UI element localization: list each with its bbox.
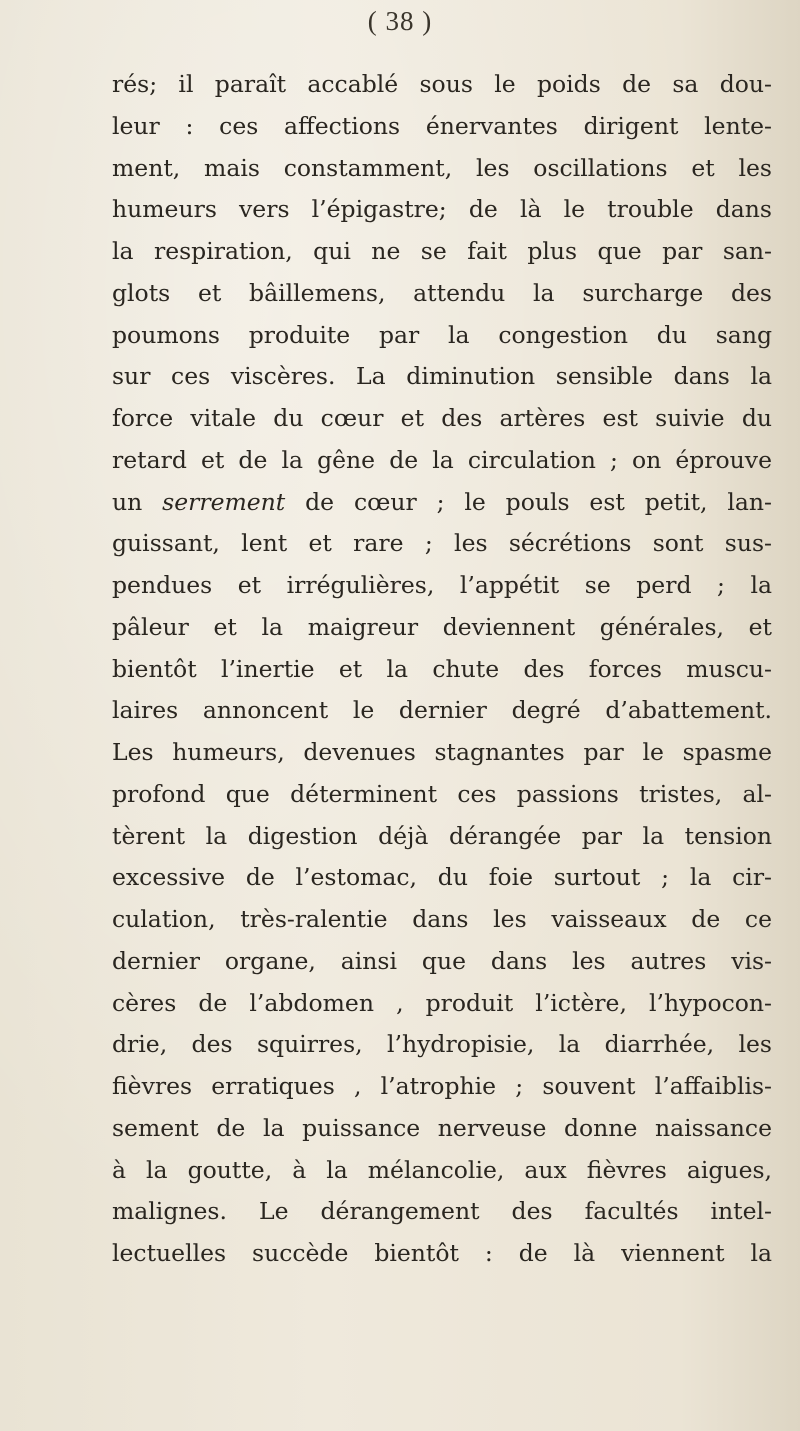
text-line: la respiration, qui ne se fait plus que par san-: [112, 237, 772, 265]
line-11-start: un: [112, 487, 163, 516]
text-line: leur : ces affections énervantes dirigent lente-: [112, 111, 772, 140]
text-line-with-italic: [112, 482, 772, 524]
text-line: tèrent la digestion déjà dérangée par la tension: [112, 821, 772, 850]
text-line: retard et de la gêne de la circulation ; on éprouve: [112, 445, 772, 474]
text-line: bientôt l’inertie et la chute des forces muscu-: [112, 654, 772, 683]
text-line: poumons produite par la congestion du sang: [112, 320, 772, 349]
text-line: ment, mais constamment, les oscillations et les: [112, 153, 772, 182]
body-text: [112, 64, 772, 1275]
text-line: pâleur et la maigreur deviennent générales, et: [112, 612, 772, 641]
text-line: à la goutte, à la mélancolie, aux fièvres aigues,: [112, 1155, 772, 1184]
page-number: ( 38 ): [367, 6, 433, 36]
text-line: Les humeurs, devenues stagnantes par le spasme: [112, 738, 772, 766]
text-line: guissant, lent et rare ; les sécrétions sont sus-: [112, 529, 772, 558]
text-line: rés; il paraît accablé sous le poids de sa dou-: [112, 70, 772, 98]
text-line: excessive de l’estomac, du foie surtout ; la cir-: [112, 863, 772, 892]
text-line: dernier organe, ainsi que dans les autres vis-: [112, 946, 772, 975]
italic-term: serrement: [162, 487, 286, 516]
text-line: culation, très-ralentie dans les vaisseaux de ce: [112, 905, 772, 933]
text-line: cères de l’abdomen , produit l’ictère, l’hypocon-: [112, 988, 772, 1017]
text-line: drie, des squirres, l’hydropisie, la diarrhée, les: [112, 1030, 772, 1059]
text-line: fièvres erratiques , l’atrophie ; souvent l’affaiblis-: [112, 1072, 772, 1100]
text-line: lectuelles succède bientôt : de là viennent la: [112, 1239, 772, 1267]
text-line: force vitale du cœur et des artères est suivie du: [112, 404, 772, 432]
text-line: malignes. Le dérangement des facultés intel-: [112, 1197, 772, 1226]
line-11-end: de cœur ; le pouls est petit, lan-: [285, 487, 772, 516]
text-line: sur ces viscères. La diminution sensible dans la: [112, 362, 772, 391]
text-line: profond que déterminent ces passions tristes, al-: [112, 779, 772, 808]
text-line: laires annoncent le dernier degré d’abattement.: [112, 696, 772, 725]
text-line: pendues et irrégulières, l’appétit se perd ; la: [112, 571, 772, 599]
text-line: glots et bâillemens, attendu la surcharge des: [112, 278, 772, 307]
text-line: sement de la puissance nerveuse donne naissance: [112, 1113, 772, 1142]
text-line: humeurs vers l’épigastre; de là le trouble dans: [112, 195, 772, 224]
